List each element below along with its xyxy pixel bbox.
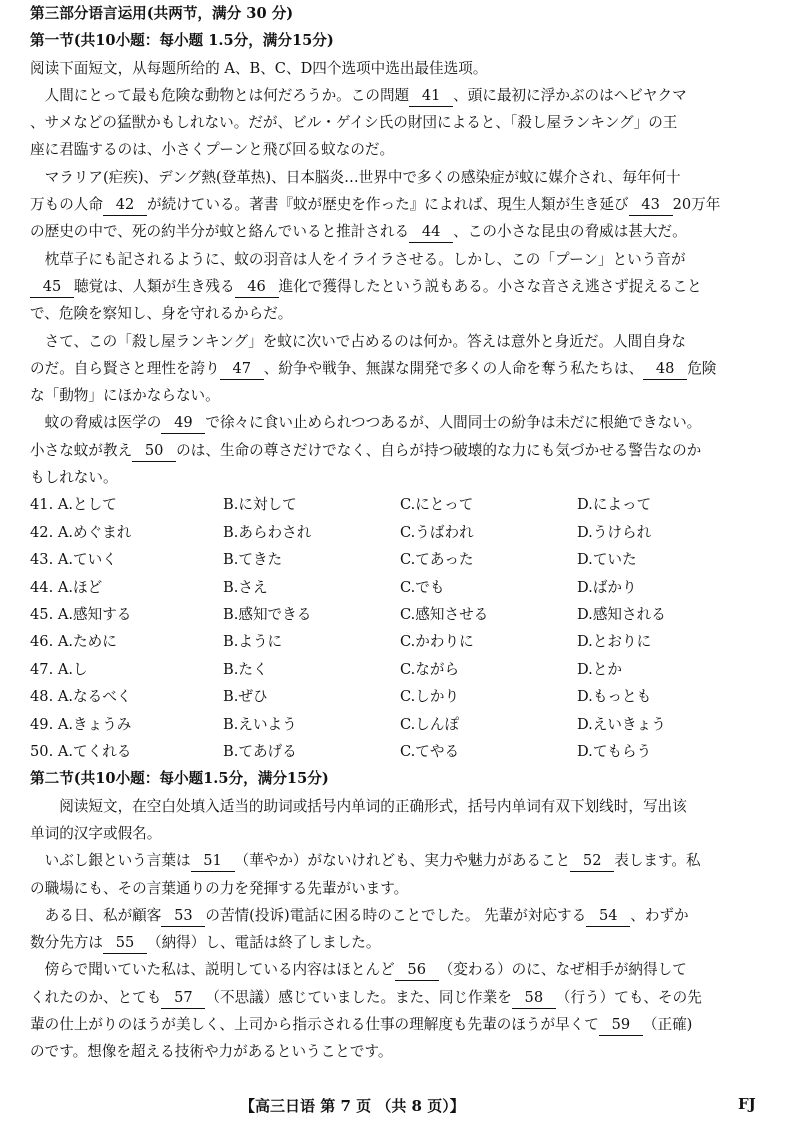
passage-text: で、危険を察知し、身を守れるからだ。 (30, 305, 293, 323)
option-row (30, 519, 782, 546)
option-row (30, 711, 782, 738)
answer-blank: 54 (586, 906, 630, 927)
passage-line (30, 382, 782, 409)
passage-text: 蚊の脅威は医学の (30, 414, 162, 432)
option-choice: B.ように (223, 633, 283, 651)
passage-line (30, 82, 782, 109)
passage-line (30, 328, 782, 355)
passage-text: 聴覚は、人類が生き残る (74, 277, 235, 295)
passage-line (30, 300, 782, 327)
option-choice: B.えいよう (223, 715, 297, 733)
passage-text: 、この小さな昆虫の脅威は甚大だ。 (453, 223, 687, 241)
passage-text: 数分先方は (30, 934, 103, 952)
passage-text: な「動物」にほかならない。 (30, 387, 220, 405)
passage-text: 、紛争や戦争、無謀な開発で多くの人命を奪う私たちは、 (263, 359, 644, 377)
option-choice: 43. A.ていく (30, 551, 117, 569)
option-choice: B.てきた (223, 551, 283, 569)
section1-title: 第一节(共10小题：每小题 1.5分，满分15分) (30, 32, 334, 50)
passage-line (30, 929, 782, 956)
option-choice: C.にとって (400, 496, 474, 514)
passage-text: 小さな蚊が教え (30, 441, 133, 459)
answer-blank: 48 (643, 359, 687, 380)
page-footer (0, 1095, 800, 1125)
passage-line (30, 437, 782, 464)
option-choice: C.しかり (400, 688, 460, 706)
answer-blank: 47 (220, 359, 264, 380)
option-row (30, 491, 782, 518)
passage-text: のだ。自ら賢さと理性を誇り (30, 359, 220, 377)
passage-line (30, 164, 782, 191)
passage-line (30, 355, 782, 382)
passage-text: 危険 (687, 359, 717, 377)
option-choice: D.えいきょう (577, 715, 666, 733)
option-choice: C.ながら (400, 660, 460, 678)
option-row (30, 628, 782, 655)
option-choice: D.ていた (577, 551, 637, 569)
passage-text: 輩の仕上がりのほうが美しく、上司から指示される仕事の理解度も先輩のほうが早くて (30, 1016, 599, 1034)
option-choice: 49. A.きょうみ (30, 715, 132, 733)
answer-blank: 42 (103, 195, 147, 216)
option-choice: B.たく (223, 660, 268, 678)
passage-line (30, 984, 782, 1011)
option-choice: D.とか (577, 660, 623, 678)
option-choice: C.感知させる (400, 605, 489, 623)
option-choice: 50. A.てくれる (30, 743, 132, 760)
option-choice: B.あらわされ (223, 523, 312, 541)
option-choice: D.うけられ (577, 523, 652, 541)
section2-title: 第二节(共10小题：每小题1.5分，满分15分) (30, 770, 329, 788)
passage-line (30, 273, 782, 300)
answer-blank: 45 (30, 277, 74, 298)
option-row (30, 656, 782, 683)
option-row (30, 574, 782, 601)
passage-line (30, 956, 782, 983)
passage-text: （不思議）感じていました。また、同じ作業を (205, 988, 512, 1006)
section1-passage (30, 82, 782, 491)
passage-line (30, 191, 782, 218)
passage-line (30, 218, 782, 245)
answer-blank: 57 (161, 988, 205, 1009)
passage-line (30, 136, 782, 163)
passage-text: 万もの人命 (30, 196, 103, 214)
answer-blank: 46 (235, 277, 279, 298)
answer-blank: 41 (409, 86, 453, 107)
passage-text: 人間にとって最も危険な動物とは何だろうか。この問題 (30, 86, 410, 104)
option-choice: D.もっとも (577, 688, 652, 706)
passage-text: のです。想像を超える技術や力があるということです。 (30, 1043, 393, 1061)
option-choice: B.ぜひ (223, 688, 268, 706)
passage-line (30, 464, 782, 491)
passage-text: 傍らで聞いていた私は、説明している内容はほとんど (30, 961, 395, 979)
option-choice: B.感知できる (223, 605, 312, 623)
option-choice: D.感知される (577, 605, 666, 623)
option-row (30, 601, 782, 628)
option-choice: D.とおりに (577, 633, 652, 651)
page-number: 【高三日语 第 7 页 （共 8 页）】 (240, 1097, 465, 1115)
section2-instruction-line: 阅读短文，在空白处填入适当的助词或括号内单词的正确形式，括号内单词有双下划线时，写出该 (30, 797, 687, 815)
option-row (30, 683, 782, 710)
passage-line (30, 1011, 782, 1038)
option-choice: D.ばかり (577, 578, 637, 596)
option-row (30, 546, 782, 573)
passage-text: のは、生命の尊さだけでなく、自らが持つ破壊的な力にも気づかせる警告なのか (176, 441, 702, 459)
passage-line (30, 409, 782, 436)
passage-text: マラリア(疟疾)、デング熱(登革热)、日本脳炎…世界中で多くの感染症が蚊に媒介され、毎年何十 (30, 168, 681, 186)
answer-blank: 43 (629, 195, 673, 216)
passage-text: ある日、私が顧客 (30, 906, 162, 924)
section1-instruction: 阅读下面短文，从每题所给的 A、B、C、D四个选项中选出最佳选项。 (30, 59, 488, 77)
option-choice: C.かわりに (400, 633, 474, 651)
answer-blank: 56 (395, 960, 439, 981)
passage-text: 枕草子にも記されるように、蚊の羽音は人をイライラさせる。しかし、この「プーン」という音が (30, 250, 686, 268)
passage-line (30, 902, 782, 929)
passage-text: （華やか）がないけれども、実力や魅力があること (234, 852, 571, 870)
option-choice: 47. A.し (30, 660, 88, 678)
paper-code: FJ (738, 1095, 756, 1113)
option-choice: 44. A.ほど (30, 578, 103, 596)
passage-line (30, 246, 782, 273)
option-choice: D.によって (577, 496, 652, 514)
passage-text: さて、この「殺し屋ランキング」を蚊に次いで占めるのは何か。答えは意外と身近だ。人間自身な (30, 332, 686, 350)
passage-text: 進化で獲得したという説もある。小さな音さえ逃さず捉えること (278, 277, 702, 295)
section2-instruction-line: 单词的汉字或假名。 (30, 825, 162, 842)
option-row (30, 738, 782, 765)
option-choice: 45. A.感知する (30, 605, 132, 623)
passage-line (30, 847, 782, 874)
passage-text: （正確) (642, 1016, 693, 1034)
answer-blank: 52 (570, 851, 614, 872)
passage-text: で徐々に食い止められつつあるが、人間同士の紛争は未だに根絶できない。 (205, 414, 702, 432)
option-choice: C.うばわれ (400, 523, 474, 541)
passage-text: が続けている。著書『蚊が歴史を作った』によれば、現生人類が生き延び (146, 196, 629, 214)
option-choice: C.しんぽ (400, 715, 460, 733)
passage-text: 座に君臨するのは、小さくプーンと飛び回る蚊なのだ。 (30, 141, 395, 159)
passage-line (30, 1038, 782, 1065)
option-choice: C.てあった (400, 551, 474, 569)
option-choice: D.てもらう (577, 743, 652, 760)
answer-blank: 50 (132, 441, 176, 462)
option-choice: 42. A.めぐまれ (30, 523, 132, 541)
passage-text: （行う）ても、その先 (555, 988, 702, 1006)
answer-blank: 51 (191, 851, 235, 872)
option-choice: B.に対して (223, 496, 297, 514)
passage-text: 、頭に最初に浮かぶのはヘビヤクマ (453, 86, 687, 104)
answer-blank: 53 (161, 906, 205, 927)
passage-text: 、わずか (630, 906, 689, 924)
answer-blank: 59 (599, 1015, 643, 1036)
passage-text: 、サメなどの猛獣かもしれない。だが、ビル・ゲイシ氏の財団によると、「殺し屋ランキング」の王 (30, 114, 678, 132)
passage-text: の歴史の中で、死の約半分が蚊と絡んでいると推計される (30, 223, 410, 241)
option-choice: 48. A.なるべく (30, 688, 132, 706)
passage-line (30, 875, 782, 902)
answer-blank: 49 (161, 413, 205, 434)
part-title: 第三部分语言运用(共两节，满分 30 分) (30, 5, 294, 22)
passage-text: もしれない。 (30, 469, 118, 487)
section1-options (30, 491, 782, 765)
answer-blank: 58 (512, 988, 556, 1009)
passage-line (30, 109, 782, 136)
option-choice: B.さえ (223, 578, 268, 596)
passage-text: いぶし銀という言葉は (30, 852, 191, 870)
section2-passage (30, 847, 782, 1065)
passage-text: の職場にも、その言葉通りの力を発揮する先輩がいます。 (30, 879, 409, 897)
passage-text: 表します。私 (614, 852, 701, 870)
passage-text: の苦情(投诉)電話に困る時のことでした。 先輩が対応する (205, 906, 587, 924)
option-choice: 46. A.ために (30, 633, 117, 651)
answer-blank: 55 (103, 933, 147, 954)
answer-blank: 44 (409, 222, 453, 243)
option-choice: C.でも (400, 578, 445, 596)
passage-text: （納得）し、電話は終了しました。 (146, 934, 381, 952)
option-choice: C.てやる (400, 743, 460, 760)
option-choice: 41. A.として (30, 496, 117, 514)
option-choice: B.てあげる (223, 743, 297, 760)
passage-text: 20万年 (672, 196, 721, 214)
passage-text: くれたのか、とても (30, 988, 162, 1006)
passage-text: （変わる）のに、なぜ相手が納得して (438, 961, 687, 979)
